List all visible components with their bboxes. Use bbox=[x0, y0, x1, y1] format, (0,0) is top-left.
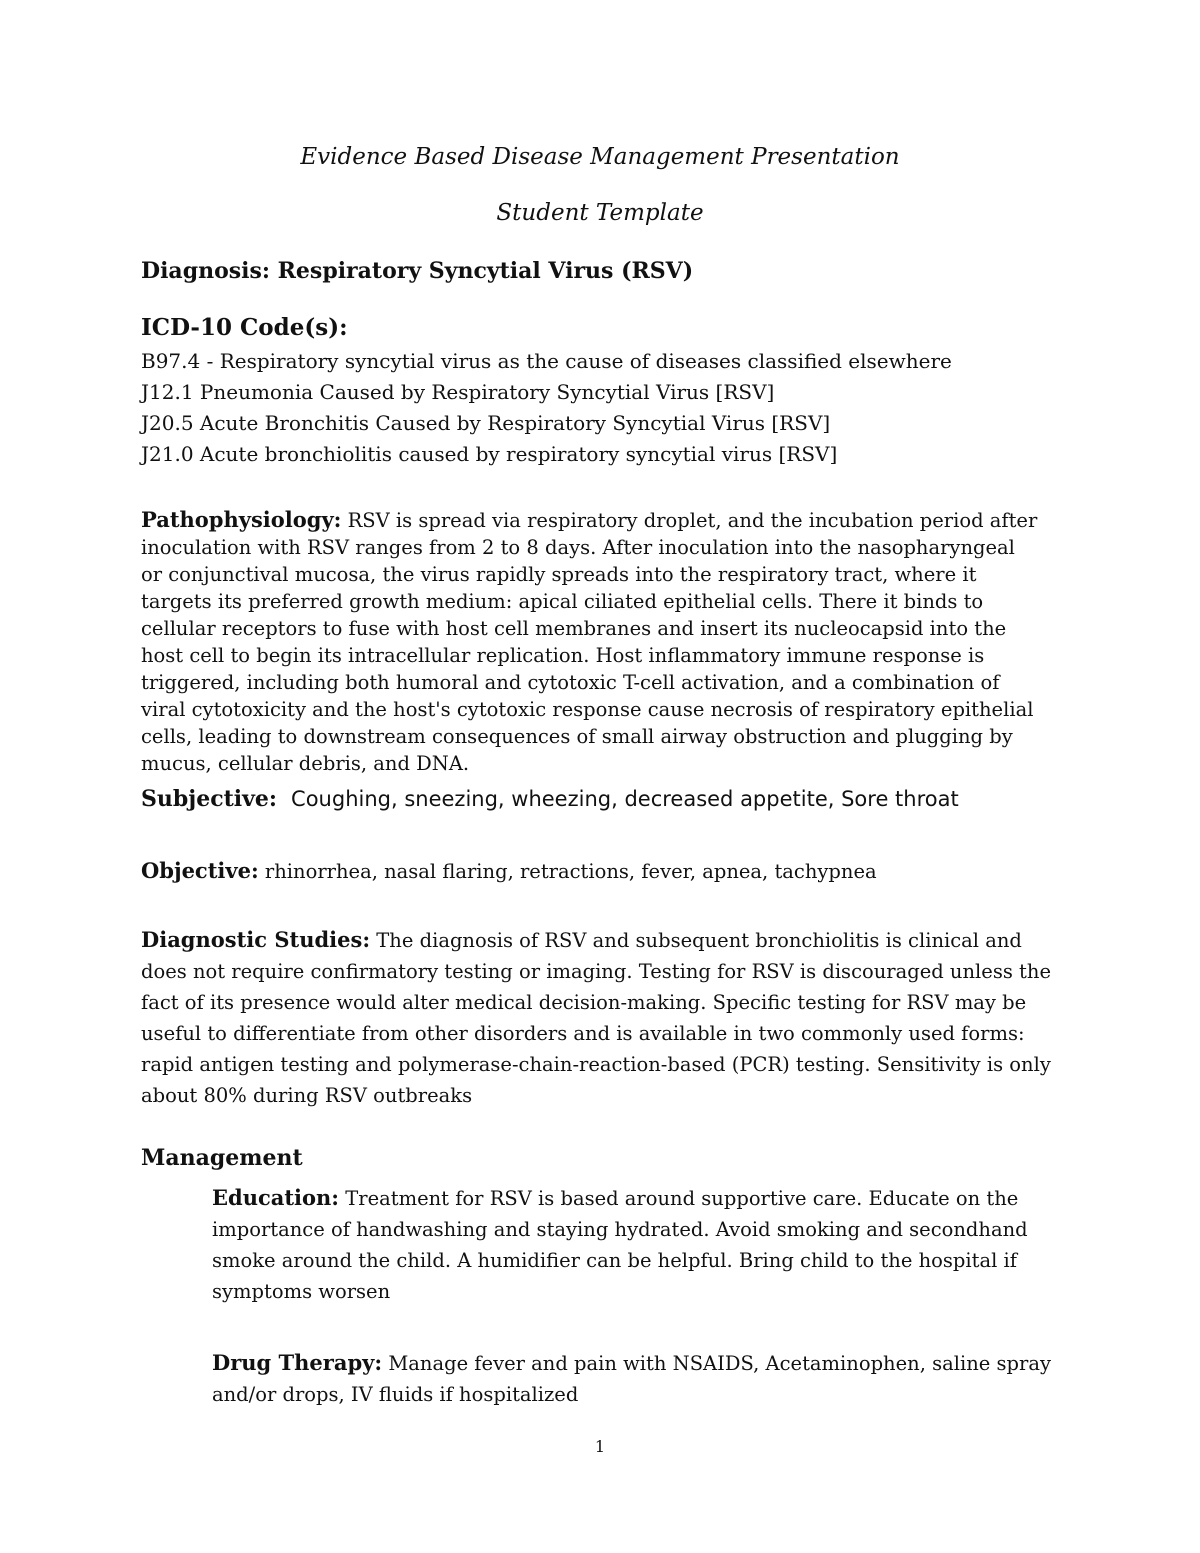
icd-heading: ICD-10 Code(s): bbox=[141, 314, 348, 341]
education-text: Treatment for RSV is based around supportive care. Educate on the importance of handwashing and staying hydrated. Avoid smoking and secondhand smoke around the child. A humidifier can be helpful. Bring child to the hospital if symptoms worsen bbox=[212, 1187, 1028, 1303]
page-number: 1 bbox=[594, 1437, 606, 1456]
diagnosis-heading: Diagnosis: Respiratory Syncytial Virus (RSV) bbox=[141, 258, 694, 284]
drug-therapy-section bbox=[212, 1347, 1072, 1410]
management-heading: Management bbox=[141, 1145, 303, 1171]
subjective-section bbox=[141, 786, 1041, 813]
document-subtitle: Student Template bbox=[496, 200, 704, 226]
drug-therapy-label: Drug Therapy: bbox=[212, 1350, 383, 1375]
diagnostic-studies-label: Diagnostic Studies: bbox=[141, 927, 371, 952]
diagnostic-studies-text: The diagnosis of RSV and subsequent bronchiolitis is clinical and does not require confirmatory testing or imaging. Testing for RSV is discouraged unless the fact of its presence would alter medical decision-making. Specific testing for RSV may be useful to differentiate from other disorders and is available in two commonly used forms: rapid antigen testing and polymerase-chain-reaction-based (PCR) testing. Sensitivity is only about 80% during RSV outbreaks bbox=[141, 929, 1051, 1107]
icd-code-item: J20.5 Acute Bronchitis Caused by Respiratory Syncytial Virus [RSV] bbox=[141, 411, 831, 435]
pathophysiology-section bbox=[141, 506, 1041, 777]
drug-therapy-text: Manage fever and pain with NSAIDS, Acetaminophen, saline spray and/or drops, IV fluids if hospitalized bbox=[212, 1352, 1051, 1406]
education-label: Education: bbox=[212, 1185, 340, 1210]
pathophysiology-text: RSV is spread via respiratory droplet, and the incubation period after inoculation with RSV ranges from 2 to 8 days. After inoculation into the nasopharyngeal or conjunctival mucosa, the virus rapidly spreads into the respiratory tract, where it targets its preferred growth medium: apical ciliated epithelial cells. There it binds to cellular receptors to fuse with host cell membranes and insert its nucleocapsid into the host cell to begin its intracellular replication. Host inflammatory immune response is triggered, including both humoral and cytotoxic T-cell activation, and a combination of viral cytotoxicity and the host's cytotoxic response cause necrosis of respiratory epithelial cells, leading to downstream consequences of small airway obstruction and plugging by mucus, cellular debris, and DNA. bbox=[141, 509, 1038, 775]
icd-code-list bbox=[141, 346, 1061, 470]
objective-section bbox=[141, 857, 1041, 885]
subjective-label: Subjective: bbox=[141, 786, 278, 812]
pathophysiology-label: Pathophysiology: bbox=[141, 507, 342, 532]
diagnostic-studies-section bbox=[141, 924, 1061, 1111]
objective-label: Objective: bbox=[141, 858, 259, 883]
icd-code-item: J21.0 Acute bronchiolitis caused by respiratory syncytial virus [RSV] bbox=[141, 442, 838, 466]
document-title: Evidence Based Disease Management Presentation bbox=[300, 144, 900, 170]
objective-text: rhinorrhea, nasal flaring, retractions, fever, apnea, tachypnea bbox=[264, 860, 877, 883]
icd-code-item: J12.1 Pneumonia Caused by Respiratory Syncytial Virus [RSV] bbox=[141, 380, 775, 404]
subjective-text: Coughing, sneezing, wheezing, decreased appetite, Sore throat bbox=[291, 787, 959, 811]
education-section bbox=[212, 1182, 1072, 1307]
icd-code-item: B97.4 - Respiratory syncytial virus as the cause of diseases classified elsewhere bbox=[141, 349, 952, 373]
